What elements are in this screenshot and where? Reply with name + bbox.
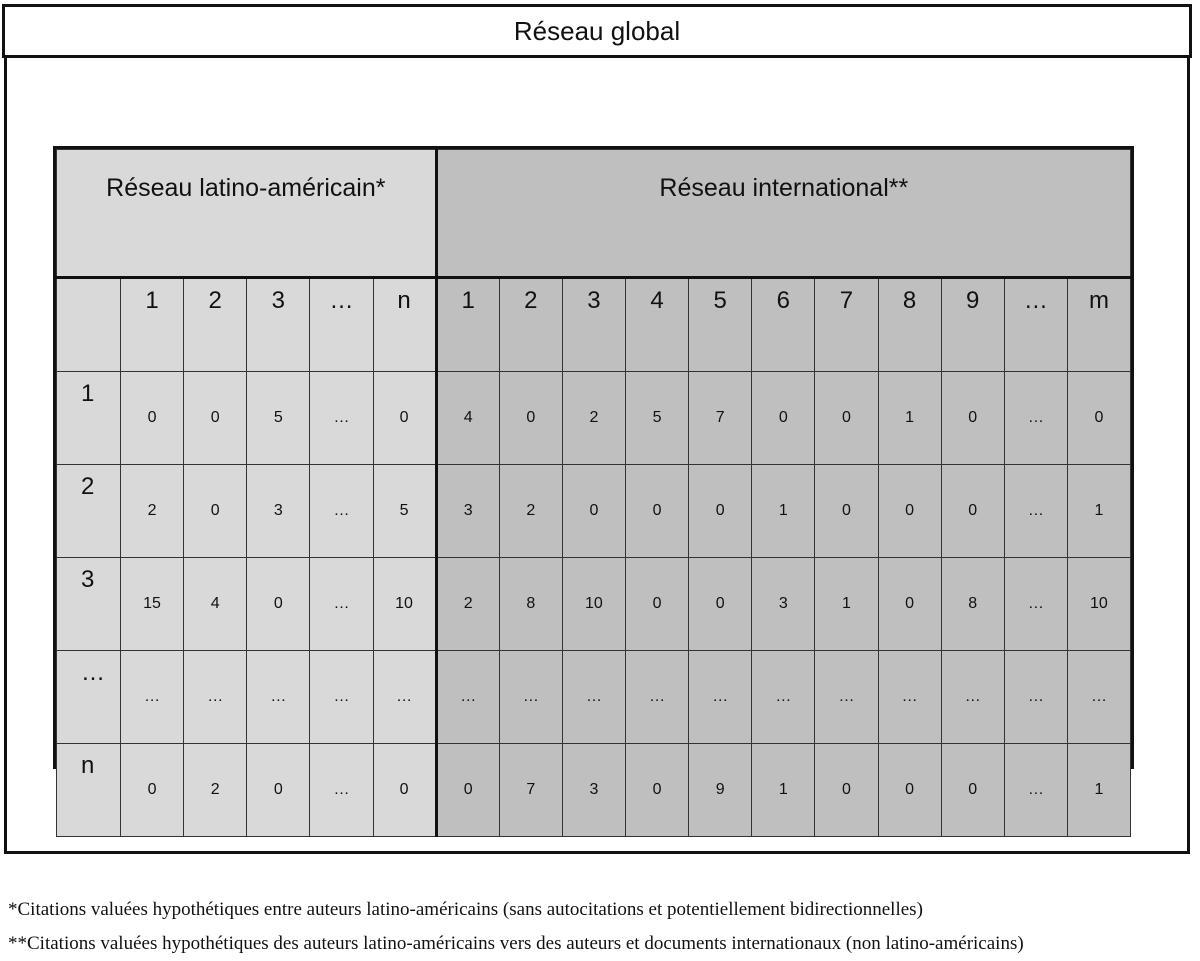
international-column-header: m: [1067, 278, 1130, 372]
international-citation-cell: …: [1004, 465, 1067, 558]
international-citation-cell: 10: [1067, 558, 1130, 651]
international-column-header: 6: [752, 278, 815, 372]
international-citation-cell: 1: [1067, 465, 1130, 558]
row-header: n: [57, 744, 121, 837]
footnotes: [8, 893, 1198, 961]
international-citation-cell: 0: [815, 372, 878, 465]
latin-citation-cell: 5: [373, 465, 436, 558]
international-citation-cell: 7: [689, 372, 752, 465]
latin-citation-cell: 0: [184, 465, 247, 558]
latin-citation-cell: …: [373, 651, 436, 744]
international-citation-cell: 9: [689, 744, 752, 837]
group-header-row: [57, 150, 1131, 278]
international-citation-cell: …: [815, 651, 878, 744]
latin-citation-cell: 0: [184, 372, 247, 465]
latin-column-header: 2: [184, 278, 247, 372]
latin-citation-cell: 2: [121, 465, 184, 558]
latin-network-header: Réseau latino-américain*: [57, 150, 437, 278]
latin-citation-cell: …: [121, 651, 184, 744]
international-column-header: 7: [815, 278, 878, 372]
international-citation-cell: …: [499, 651, 562, 744]
latin-citation-cell: 0: [121, 744, 184, 837]
international-citation-cell: 2: [499, 465, 562, 558]
international-citation-cell: 5: [626, 372, 689, 465]
international-citation-cell: 1: [752, 744, 815, 837]
international-column-header: 3: [562, 278, 625, 372]
latin-citation-cell: …: [310, 465, 373, 558]
international-citation-cell: …: [1004, 744, 1067, 837]
international-citation-cell: 0: [562, 465, 625, 558]
international-citation-cell: 0: [436, 744, 499, 837]
international-citation-cell: 0: [752, 372, 815, 465]
latin-citation-cell: …: [310, 372, 373, 465]
international-citation-cell: 0: [941, 372, 1004, 465]
corner-cell: [57, 278, 121, 372]
citation-matrix: [53, 146, 1134, 798]
international-citation-cell: 0: [815, 465, 878, 558]
international-column-header: 1: [436, 278, 499, 372]
international-citation-cell: 8: [499, 558, 562, 651]
international-citation-cell: 0: [941, 744, 1004, 837]
international-citation-cell: …: [1004, 558, 1067, 651]
international-citation-cell: 4: [436, 372, 499, 465]
latin-citation-cell: 0: [373, 744, 436, 837]
international-column-header: 4: [626, 278, 689, 372]
international-citation-cell: 7: [499, 744, 562, 837]
international-citation-cell: …: [752, 651, 815, 744]
international-citation-cell: …: [1004, 651, 1067, 744]
international-citation-cell: 1: [815, 558, 878, 651]
international-citation-cell: 1: [878, 372, 941, 465]
matrix-row: [57, 744, 1131, 837]
international-citation-cell: 0: [626, 744, 689, 837]
international-citation-cell: 0: [626, 558, 689, 651]
international-citation-cell: 0: [499, 372, 562, 465]
international-citation-cell: 2: [562, 372, 625, 465]
latin-citation-cell: 0: [247, 744, 310, 837]
international-citation-cell: 2: [436, 558, 499, 651]
international-citation-cell: …: [436, 651, 499, 744]
latin-citation-cell: 2: [184, 744, 247, 837]
latin-citation-cell: 15: [121, 558, 184, 651]
footnote-latin: *Citations valuées hypothétiques entre auteurs latino-américains (sans autocitations et potentiellement bidirectionnelles): [8, 899, 923, 920]
international-citation-cell: 0: [1067, 372, 1130, 465]
international-network-header: Réseau international**: [436, 150, 1130, 278]
latin-citation-cell: 10: [373, 558, 436, 651]
international-column-header: 5: [689, 278, 752, 372]
international-citation-cell: 0: [878, 465, 941, 558]
latin-citation-cell: 0: [121, 372, 184, 465]
row-header: …: [57, 651, 121, 744]
latin-citation-cell: …: [247, 651, 310, 744]
international-column-header: …: [1004, 278, 1067, 372]
international-citation-cell: 0: [626, 465, 689, 558]
international-citation-cell: 3: [436, 465, 499, 558]
latin-citation-cell: 3: [247, 465, 310, 558]
international-citation-cell: 0: [878, 744, 941, 837]
international-citation-cell: …: [1004, 372, 1067, 465]
international-citation-cell: 0: [689, 465, 752, 558]
international-citation-cell: …: [1067, 651, 1130, 744]
row-header: 1: [57, 372, 121, 465]
international-citation-cell: 0: [689, 558, 752, 651]
international-citation-cell: 3: [752, 558, 815, 651]
citation-matrix-table: [56, 149, 1131, 837]
latin-column-header: n: [373, 278, 436, 372]
international-citation-cell: 0: [878, 558, 941, 651]
international-column-header: 9: [941, 278, 1004, 372]
row-header: 2: [57, 465, 121, 558]
latin-column-header: 1: [121, 278, 184, 372]
international-citation-cell: 8: [941, 558, 1004, 651]
latin-citation-cell: …: [310, 558, 373, 651]
international-citation-cell: 3: [562, 744, 625, 837]
global-network-title: Réseau global: [2, 4, 1192, 58]
latin-citation-cell: 5: [247, 372, 310, 465]
international-citation-cell: …: [941, 651, 1004, 744]
international-citation-cell: 0: [941, 465, 1004, 558]
latin-column-header: …: [310, 278, 373, 372]
column-header-row: [57, 278, 1131, 372]
matrix-row: [57, 465, 1131, 558]
row-header: 3: [57, 558, 121, 651]
international-column-header: 8: [878, 278, 941, 372]
matrix-row: [57, 372, 1131, 465]
matrix-row: [57, 651, 1131, 744]
latin-citation-cell: …: [310, 651, 373, 744]
latin-citation-cell: 0: [373, 372, 436, 465]
international-citation-cell: 0: [815, 744, 878, 837]
international-citation-cell: 10: [562, 558, 625, 651]
latin-citation-cell: …: [310, 744, 373, 837]
latin-citation-cell: 4: [184, 558, 247, 651]
matrix-row: [57, 558, 1131, 651]
international-column-header: 2: [499, 278, 562, 372]
international-citation-cell: …: [626, 651, 689, 744]
international-citation-cell: 1: [1067, 744, 1130, 837]
latin-column-header: 3: [247, 278, 310, 372]
international-citation-cell: 1: [752, 465, 815, 558]
latin-citation-cell: 0: [247, 558, 310, 651]
international-citation-cell: …: [878, 651, 941, 744]
footnote-international: **Citations valuées hypothétiques des auteurs latino-américains vers des auteurs et documents internationaux (non latino-américains): [8, 933, 1024, 954]
international-citation-cell: …: [562, 651, 625, 744]
international-citation-cell: …: [689, 651, 752, 744]
latin-citation-cell: …: [184, 651, 247, 744]
